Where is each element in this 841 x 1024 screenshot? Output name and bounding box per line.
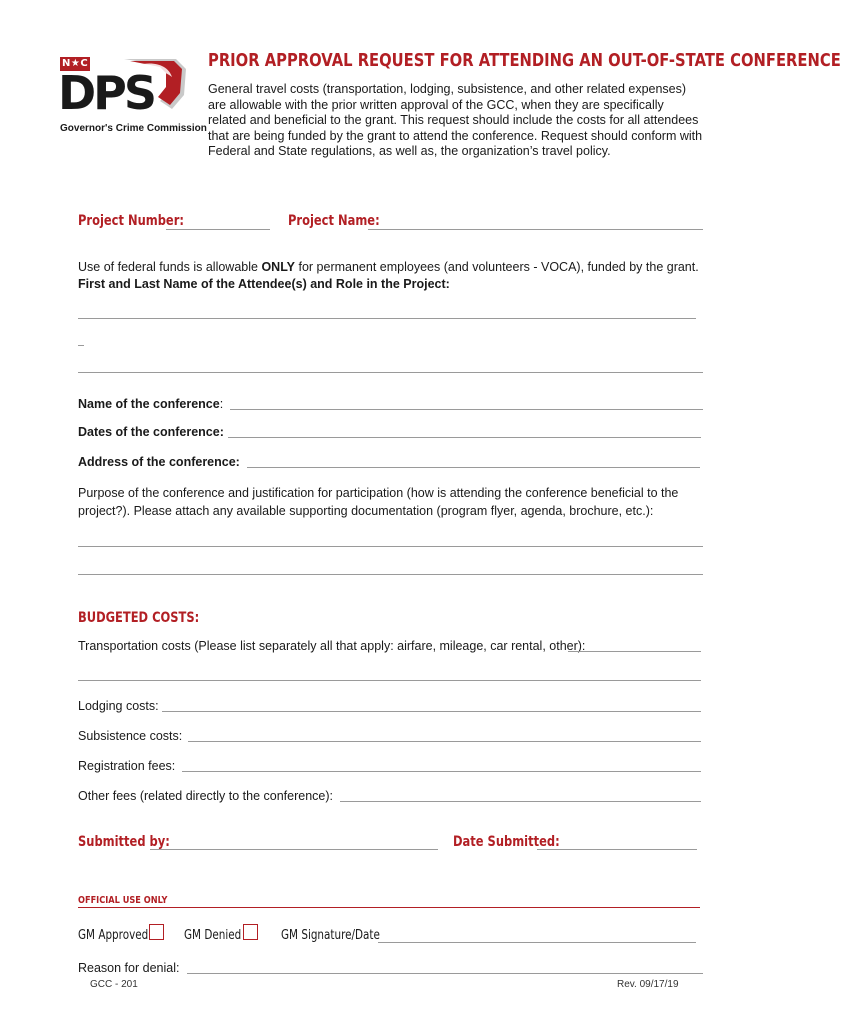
form-id: GCC - 201 xyxy=(90,979,138,990)
denial-reason-field[interactable] xyxy=(187,973,703,974)
attendee-line-dash xyxy=(78,345,84,346)
conference-address-field[interactable] xyxy=(247,467,700,468)
conference-name-field[interactable] xyxy=(230,409,703,410)
other-fees-label: Other fees (related directly to the conference): xyxy=(78,789,333,803)
gm-signature-field[interactable] xyxy=(378,942,696,943)
conference-name-colon: : xyxy=(219,397,224,411)
lodging-field[interactable] xyxy=(162,711,701,712)
gm-approved-label: GM Approved xyxy=(78,928,149,943)
subsistence-field[interactable] xyxy=(188,741,701,742)
intro-line: General travel costs (transportation, lodging, subsistence, and other related expenses) xyxy=(208,82,687,96)
date-submitted-label: Date Submitted: xyxy=(453,834,560,850)
submitted-by-field[interactable] xyxy=(150,849,438,850)
page-title: PRIOR APPROVAL REQUEST FOR ATTENDING AN OUT-OF-STATE CONFERENCE xyxy=(208,50,841,71)
subsistence-label: Subsistence costs: xyxy=(78,729,183,743)
project-number-label: Project Number: xyxy=(78,213,184,229)
federal-funds-note xyxy=(78,260,699,274)
transportation-label: Transportation costs (Please list separately all that apply: airfare, mileage, car rental, other): xyxy=(78,639,586,653)
date-submitted-field[interactable] xyxy=(537,849,697,850)
purpose-line-field-1[interactable] xyxy=(78,546,703,547)
org-name: Governor's Crime Commission xyxy=(60,123,207,134)
project-number-field[interactable] xyxy=(166,229,270,230)
gm-denied-label: GM Denied xyxy=(184,928,242,943)
purpose-line-1: Purpose of the conference and justification for participation (how is attending the conference beneficial to the xyxy=(78,486,679,500)
dps-letters: DPS xyxy=(58,66,155,120)
purpose-line-field-2[interactable] xyxy=(78,574,703,575)
note-suffix: for permanent employees (and volunteers - VOCA), funded by the grant. xyxy=(295,260,699,274)
conference-address-label: Address of the conference: xyxy=(78,455,240,469)
dps-logo xyxy=(58,55,207,137)
intro-line: Federal and State regulations, as well as, the organization’s travel policy. xyxy=(208,144,611,158)
official-use-heading: OFFICIAL USE ONLY xyxy=(78,895,168,906)
registration-field[interactable] xyxy=(182,771,701,772)
form-revision: Rev. 09/17/19 xyxy=(617,979,679,990)
conference-name-label-text: Name of the conference xyxy=(78,397,220,411)
purpose-line-2: project?). Please attach any available supporting documentation (program flyer, agenda, brochure, etc.): xyxy=(78,504,654,518)
intro-text xyxy=(208,82,718,160)
gm-approved-checkbox[interactable] xyxy=(149,924,164,940)
budget-heading: BUDGETED COSTS: xyxy=(78,610,200,626)
denial-reason-label: Reason for denial: xyxy=(78,961,180,975)
intro-line: that are being funded by the grant to attend the conference. Request should conform with xyxy=(208,128,703,143)
state-badge: N★C xyxy=(62,58,89,69)
note-prefix: Use of federal funds is allowable xyxy=(78,260,262,274)
registration-label: Registration fees: xyxy=(78,759,176,773)
transportation-field[interactable] xyxy=(568,651,701,652)
gm-signature-label: GM Signature/Date xyxy=(281,928,380,943)
project-name-label: Project Name: xyxy=(288,213,380,229)
intro-line: are allowable with the prior written approval of the GCC, when they are specifically xyxy=(208,97,664,112)
note-bold: ONLY xyxy=(261,260,296,274)
submitted-by-label: Submitted by: xyxy=(78,834,170,850)
transportation-field-2[interactable] xyxy=(78,680,701,681)
gm-denied-checkbox[interactable] xyxy=(243,924,258,940)
official-use-rule xyxy=(78,907,700,908)
conference-name-label xyxy=(78,397,223,411)
attendee-line-1[interactable] xyxy=(78,318,696,319)
lodging-label: Lodging costs: xyxy=(78,699,159,713)
intro-line: related and beneficial to the grant. This request should include the costs for all attendees xyxy=(208,113,699,127)
conference-dates-field[interactable] xyxy=(228,437,701,438)
other-fees-field[interactable] xyxy=(340,801,701,802)
project-name-field[interactable] xyxy=(368,229,703,230)
attendee-line-2[interactable] xyxy=(78,372,703,373)
conference-dates-label: Dates of the conference: xyxy=(78,425,224,439)
attendee-names-label: First and Last Name of the Attendee(s) and Role in the Project: xyxy=(78,277,450,291)
